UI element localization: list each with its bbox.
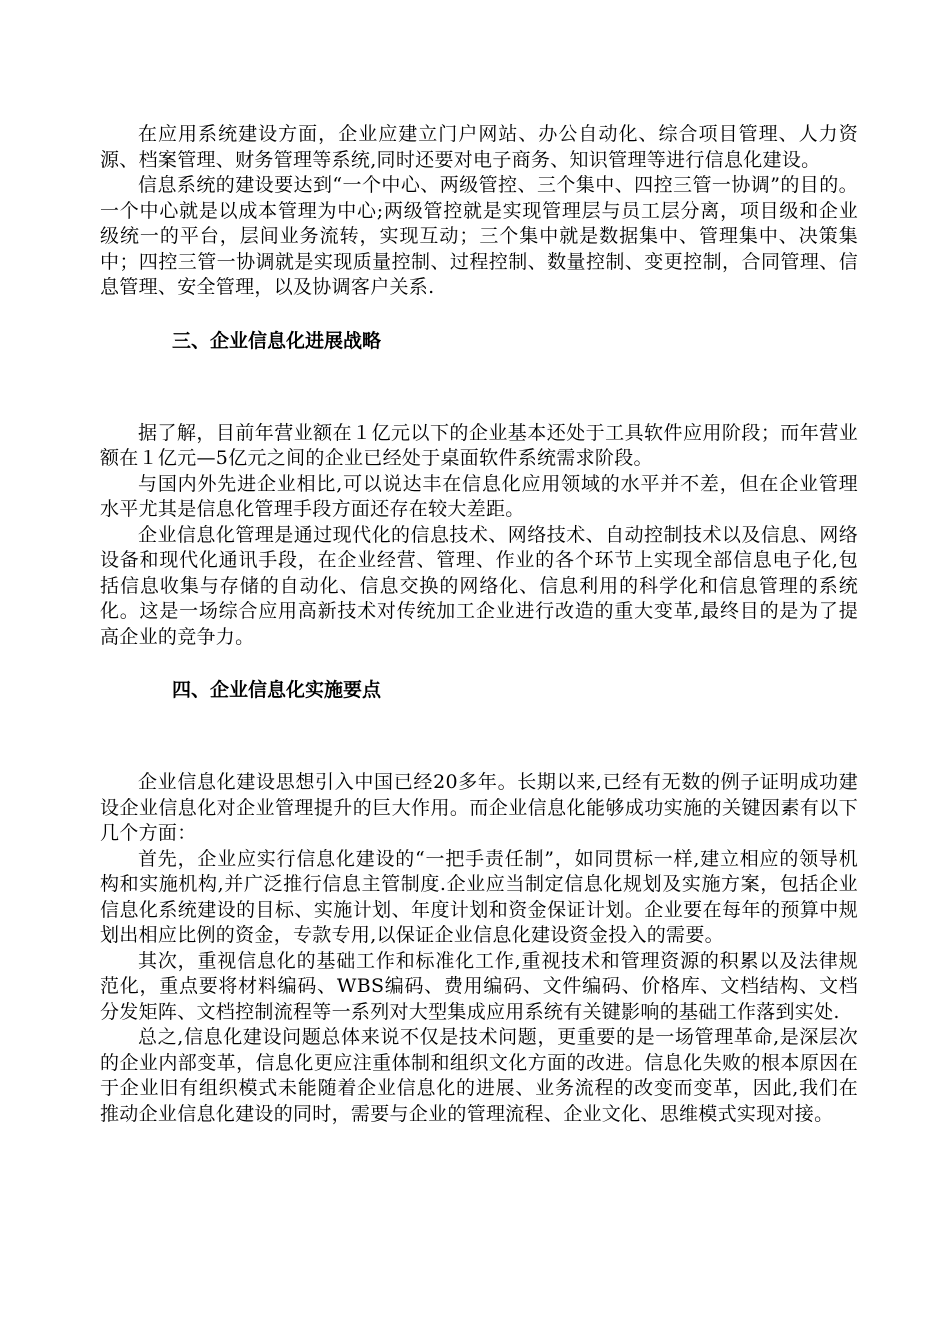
section-heading-3: 三、企业信息化进展战略 [172,329,382,352]
paragraph-introduction: 企业信息化建设思想引入中国已经20多年。长期以来,已经有无数的例子证明成功建设企业信息化对企业管理提升的巨大作用。而企业信息化能够成功实施的关键因素有以下几个方面： [100,771,858,844]
paragraph-application-systems: 在应用系统建设方面，企业应建立门户网站、办公自动化、综合项目管理、人力资源、档案管理、财务管理等系统,同时还要对电子商务、知识管理等进行信息化建设。 [100,123,858,171]
document-body [100,122,858,1127]
paragraph-comparison: 与国内外先进企业相比,可以说达丰在信息化应用领域的水平并不差，但在企业管理水平尤其是信息化管理手段方面还存在较大差距。 [100,472,858,520]
paragraph-information-system-goals: 信息系统的建设要达到“一个中心、两级管控、三个集中、四控三管一协调”的目的。一个中心就是以成本管理为中心;两级管控就是实现管理层与员工层分离，项目级和企业级统一的平台，层间业务流转，实现互动；三个集中就是数据集中、管理集中、决策集中；四控三管一协调就是实现质量控制、过程控制、数量控制、变更控制，合同管理、信息管理、安全管理，以及协调客户关系. [100,174,858,298]
spacer [100,301,858,328]
paragraph-first-point: 首先，企业应实行信息化建设的“一把手责任制”，如同贯标一样,建立相应的领导机构和实施机构,并广泛推行信息主管制度.企业应当制定信息化规划及实施方案，包括企业信息化系统建设的目标、实施计划、年度计划和资金保证计划。企业要在每年的预算中规划出相应比例的资金，专款专用,以保证企业信息化建设资金投入的需要。 [100,847,858,946]
spacer [100,354,858,421]
paragraph-second-point: 其次，重视信息化的基础工作和标准化工作,重视技术和管理资源的积累以及法律规范化，重点要将材料编码、WBS编码、费用编码、文件编码、价格库、文档结构、文档分发矩阵、文档控制流程等一系列对大型集成应用系统有关键影响的基础工作落到实处. [100,949,858,1023]
spacer [100,703,858,770]
spacer [100,650,858,677]
section-heading-4: 四、企业信息化实施要点 [172,679,382,701]
paragraph-revenue-stages: 据了解，目前年营业额在１亿元以下的企业基本还处于工具软件应用阶段；而年营业额在１亿元—5亿元之间的企业已经处于桌面软件系统需求阶段。 [100,421,858,469]
paragraph-info-management-definition: 企业信息化管理是通过现代化的信息技术、网络技术、自动控制技术以及信息、网络设备和现代化通讯手段，在企业经营、管理、作业的各个环节上实现全部信息电子化,包括信息收集与存储的自动化、信息交换的网络化、信息利用的科学化和信息管理的系统化。这是一场综合应用高新技术对传统加工企业进行改造的重大变革,最终目的是为了提高企业的竞争力。 [100,523,858,648]
paragraph-conclusion: 总之,信息化建设问题总体来说不仅是技术问题，更重要的是一场管理革命,是深层次的企业内部变革，信息化更应注重体制和组织文化方面的改进。信息化失败的根本原因在于企业旧有组织模式未能随着企业信息化的进展、业务流程的改变而变革，因此,我们在推动企业信息化建设的同时，需要与企业的管理流程、企业文化、思维模式实现对接。 [100,1026,858,1125]
